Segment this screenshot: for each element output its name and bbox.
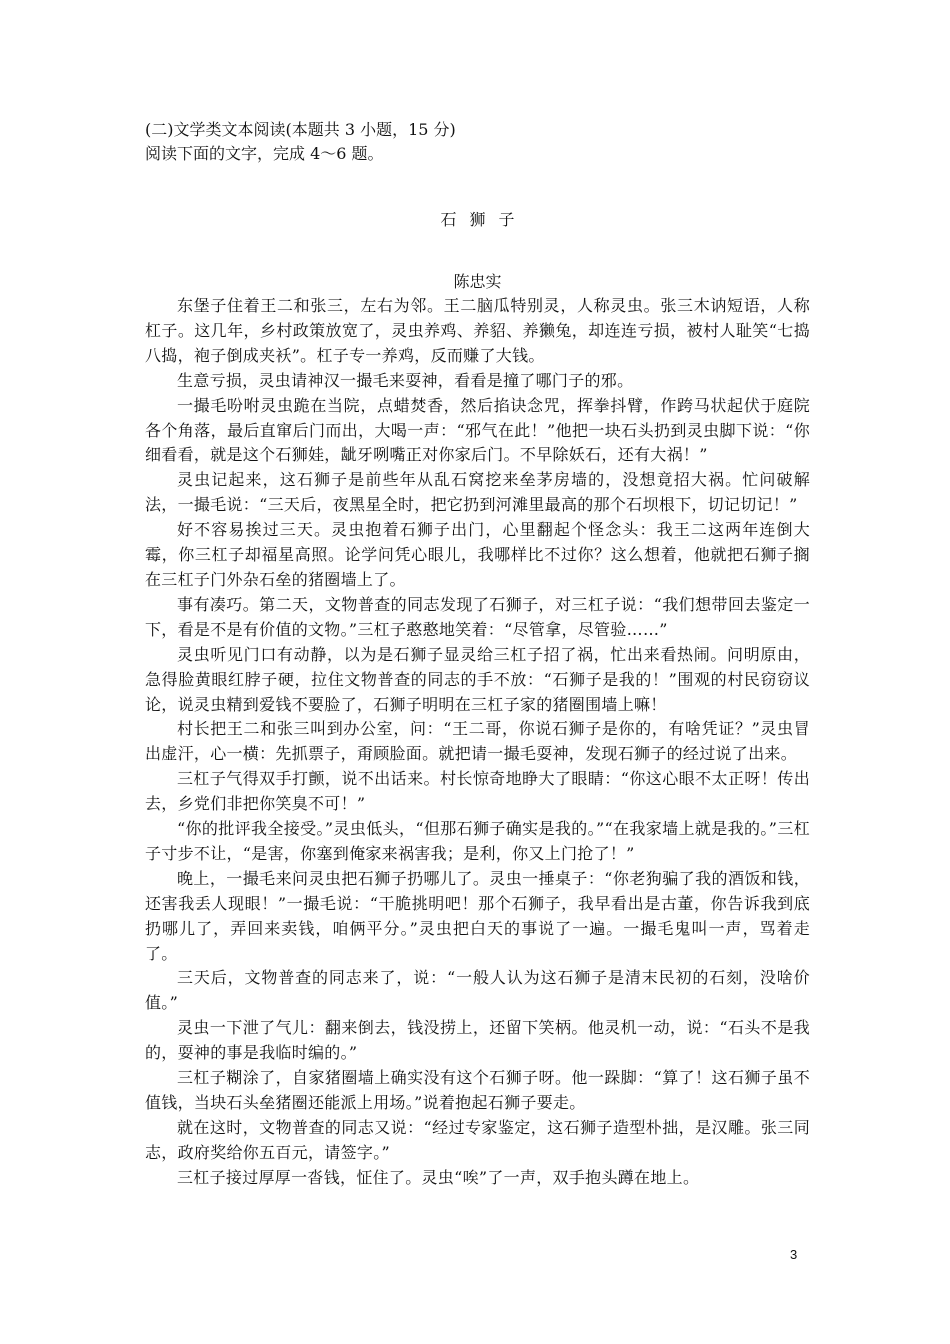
story-paragraph: 晚上，一撮毛来问灵虫把石狮子扔哪儿了。灵虫一捶桌子：“你老狗骗了我的酒饭和钱，还害我丢人现眼！”一撮毛说：“干脆挑明吧！那个石狮子，我早看出是古董，你告诉我到底扔哪儿了，弄回来卖钱，咱俩平分。”灵虫把白天的事说了一遍。一撮毛鬼叫一声，骂着走了。: [145, 868, 810, 963]
story-title: 石狮子: [440, 210, 528, 229]
story-paragraph: 灵虫一下泄了气儿：翻来倒去，钱没捞上，还留下笑柄。他灵机一动，说：“石头不是我的，耍神的事是我临时编的。”: [145, 1018, 810, 1063]
story-paragraph: 就在这时，文物普查的同志又说：“经过专家鉴定，这石狮子造型朴拙，是汉雕。张三同志，政府奖给你五百元，请签字。”: [145, 1117, 810, 1162]
story-paragraph: 生意亏损，灵虫请神汉一撮毛来耍神，看看是撞了哪门子的邪。: [177, 370, 634, 390]
story-paragraph: 三杠子糊涂了，自家猪圈墙上确实没有这个石狮子呀。他一跺脚：“算了！这石狮子虽不值钱，当块石头垒猪圈还能派上用场。”说着抱起石狮子要走。: [145, 1068, 810, 1112]
story-paragraph: 三杠子气得双手打颤，说不出话来。村长惊奇地睁大了眼睛：“你这心眼不太正呀！传出去，乡党们非把你笑臭不可！”: [145, 769, 810, 814]
story-paragraph: 好不容易挨过三天。灵虫抱着石狮子出门，心里翻起个怪念头：我王二这两年连倒大霉，你三杠子却福星高照。论学问凭心眼儿，我哪样比不过你？这么想着，他就把石狮子搁在三杠子门外杂石垒的猪圈墙上了。: [145, 520, 810, 589]
reading-instruction: 阅读下面的文字，完成 4～6 题。: [145, 144, 384, 163]
story-body: [145, 294, 810, 1191]
story-paragraph: 三天后，文物普查的同志来了，说：“一般人认为这石狮子是清末民初的石刻，没啥价值。”: [145, 968, 810, 1013]
story-paragraph: 三杠子接过厚厚一沓钱，怔住了。灵虫“唉”了一声，双手抱头蹲在地上。: [177, 1167, 700, 1187]
story-author: 陈忠实: [453, 272, 502, 291]
page-number: 3: [790, 1247, 798, 1262]
story-paragraph: “你的批评我全接受。”灵虫低头，“但那石狮子确实是我的。”“在我家墙上就是我的。”三杠子寸步不让，“是害，你塞到俺家来祸害我；是利，你又上门抢了！”: [145, 819, 810, 863]
story-paragraph: 灵虫听见门口有动静，以为是石狮子显灵给三杠子招了祸，忙出来看热闹。问明原由，急得脸黄眼红脖子硬，拉住文物普查的同志的手不放：“石狮子是我的！”围观的村民窃窃议论，说灵虫精到爱钱不要脸了，石狮子明明在三杠子家的猪圈围墙上嘛！: [145, 644, 810, 714]
story-paragraph: 事有凑巧。第二天，文物普查的同志发现了石狮子，对三杠子说：“我们想带回去鉴定一下，看是不是有价值的文物。”三杠子憨憨地笑着：“尽管拿，尽管验……”: [145, 594, 810, 639]
page-content: [145, 118, 810, 1191]
story-paragraph: 东堡子住着王二和张三，左右为邻。王二脑瓜特别灵，人称灵虫。张三木讷短语，人称杠子。这几年，乡村政策放宽了，灵虫养鸡、养貂、养獭兔，却连连亏损，被村人耻笑“七捣八捣，袍子倒成夹袄”。杠子专一养鸡，反而赚了大钱。: [145, 296, 810, 365]
story-paragraph: 一撮毛吩咐灵虫跪在当院，点蜡焚香，然后掐诀念咒，挥拳抖臂，作跨马状起伏于庭院各个角落，最后直窜后门而出，大喝一声：“邪气在此！”他把一块石头扔到灵虫脚下说：“你细看看，就是这个石狮娃，龇牙咧嘴正对你家后门。不早除妖石，还有大祸！”: [145, 395, 810, 465]
story-paragraph: 村长把王二和张三叫到办公室，问：“王二哥，你说石狮子是你的，有啥凭证？”灵虫冒出虚汗，心一横：先抓票子，甭顾脸面。就把请一撮毛耍神，发现石狮子的经过说了出来。: [145, 719, 810, 764]
section-heading: (二)文学类文本阅读(本题共 3 小题，15 分): [145, 120, 456, 139]
story-paragraph: 灵虫记起来，这石狮子是前些年从乱石窝挖来垒茅房墙的，没想竟招大祸。忙问破解法，一撮毛说：“三天后，夜黑星全时，把它扔到河滩里最高的那个石坝根下，切记切记！”: [145, 470, 810, 515]
